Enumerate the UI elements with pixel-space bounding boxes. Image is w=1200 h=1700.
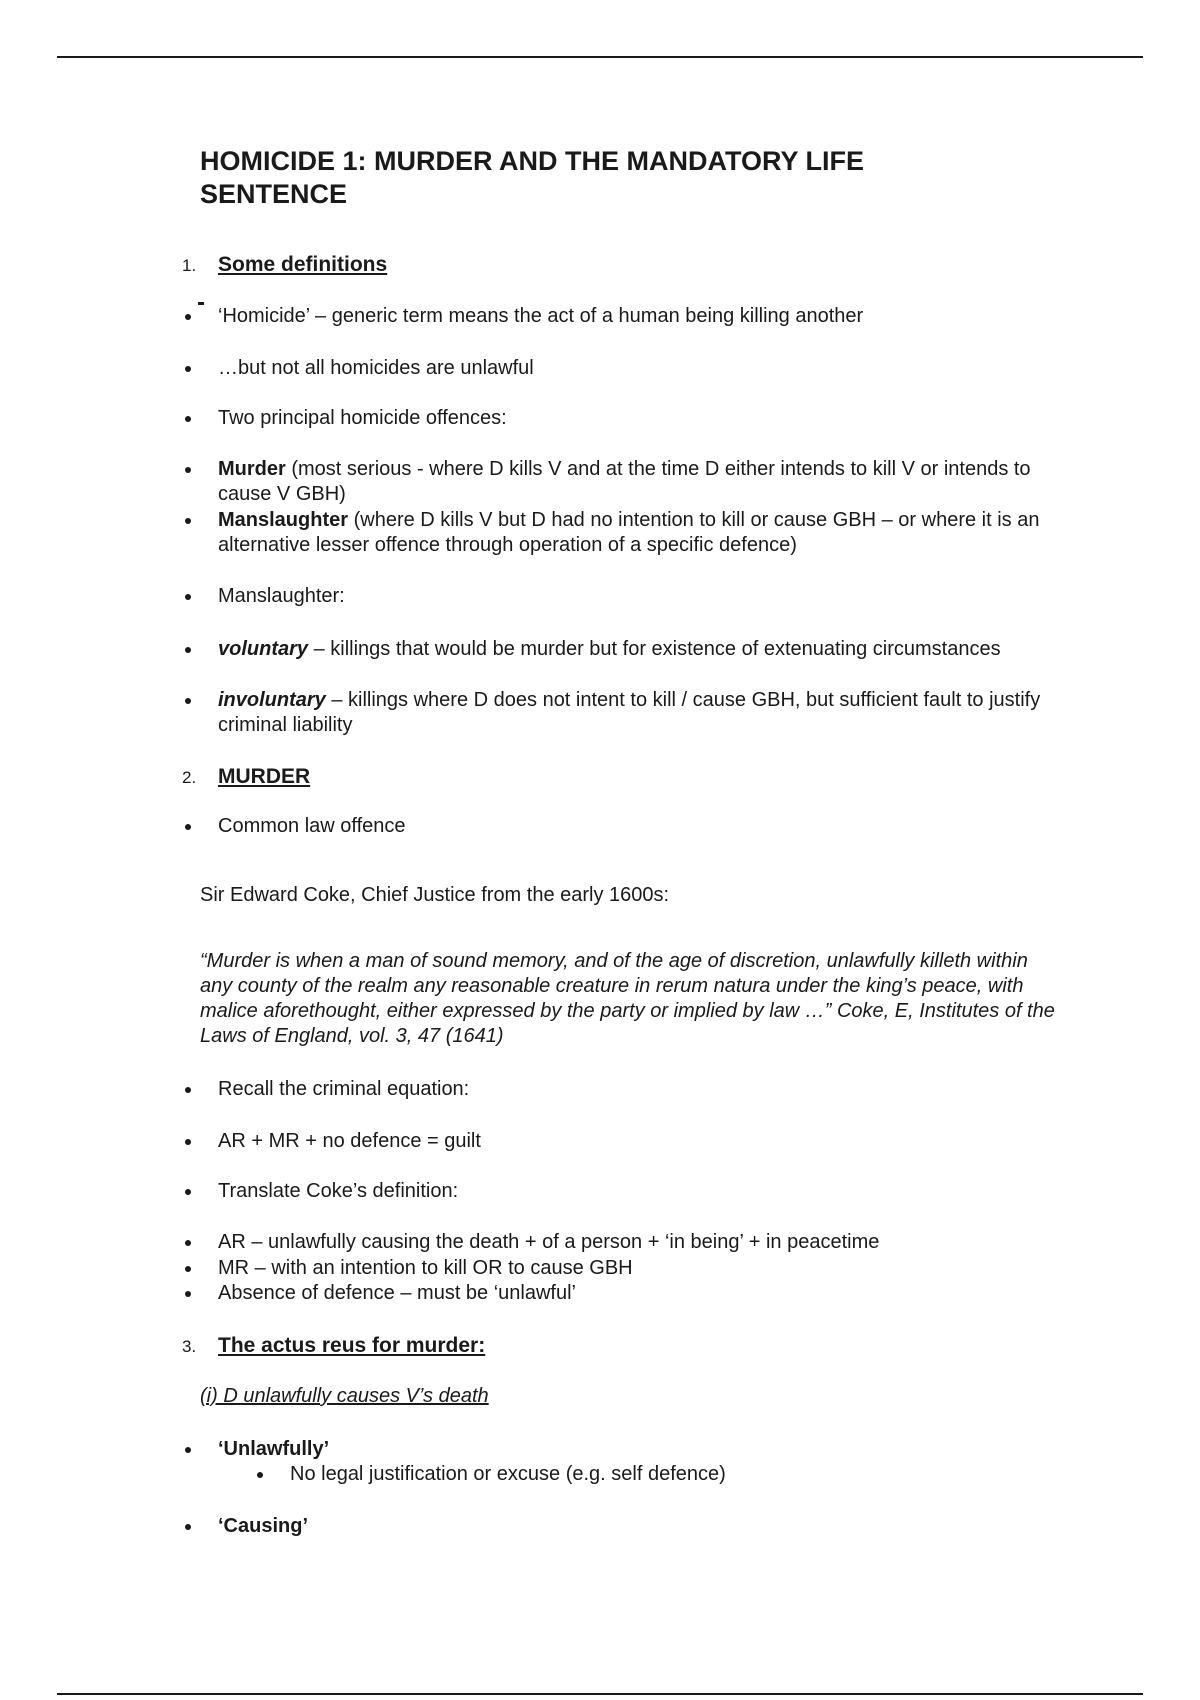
section-number: 3. (182, 1337, 197, 1356)
list-item (218, 457, 1068, 507)
bottom-rule (57, 1693, 1143, 1695)
section-label: MURDER (218, 765, 311, 788)
section-label: Some definitions (218, 253, 388, 276)
list-item: Manslaughter: (218, 584, 1068, 609)
list-item: ‘Unlawfully’ (218, 1437, 1068, 1462)
list-item: ‘Causing’ (218, 1514, 1068, 1539)
term-description: (most serious - where D kills V and at the time D either intends to kill V or intends to cause V GBH) (218, 458, 1031, 505)
list-item: Translate Coke’s definition: (218, 1179, 1068, 1204)
coke-intro: Sir Edward Coke, Chief Justice from the early 1600s: (200, 884, 670, 906)
section-number: 1. (182, 256, 197, 275)
list-item: …but not all homicides are unlawful (218, 356, 1068, 381)
dash-mark (198, 302, 204, 305)
coke-quote: “Murder is when a man of sound memory, and of the age of discretion, unlawfully killeth within any county of the realm any reasonable creature in rerum natura under the king’s peace, with malice aforethought, either expressed by the party or implied by law …” Coke, E, Institutes of the Laws of England, vol. 3, 47 (1641) (200, 950, 1055, 1047)
list-item (218, 508, 1068, 558)
list-item: Absence of defence – must be ‘unlawful’ (218, 1281, 1068, 1306)
list-item: Two principal homicide offences: (218, 406, 1068, 431)
subheading: (i) D unlawfully causes V’s death (200, 1385, 489, 1407)
list-item: MR – with an intention to kill OR to cause GBH (218, 1256, 1068, 1281)
term-voluntary: voluntary (218, 638, 309, 660)
term-description: – killings where D does not intent to kill / cause GBH, but sufficient fault to justify criminal liability (218, 689, 1041, 736)
list-item: ‘Homicide’ – generic term means the act of a human being killing another (218, 304, 1068, 329)
list-item: Recall the criminal equation: (218, 1077, 1068, 1102)
list-item (218, 637, 1068, 662)
list-item (218, 688, 1068, 738)
term-manslaughter: Manslaughter (218, 509, 349, 531)
list-item: AR – unlawfully causing the death + of a person + ‘in being’ + in peacetime (218, 1230, 1068, 1255)
list-item: AR + MR + no defence = guilt (218, 1129, 1068, 1154)
section-number: 2. (182, 768, 197, 787)
list-item: No legal justification or excuse (e.g. self defence) (290, 1462, 1140, 1487)
list-item: Common law offence (218, 814, 1068, 839)
section-label: The actus reus for murder: (218, 1334, 486, 1357)
term-description: (where D kills V but D had no intention to kill or cause GBH – or where it is an alternative lesser offence through operation of a specific defence) (218, 509, 1040, 556)
page-title: HOMICIDE 1: MURDER AND THE MANDATORY LIFE SENTENCE (200, 146, 865, 209)
term-murder: Murder (218, 458, 286, 480)
term-description: – killings that would be murder but for existence of extenuating circumstances (308, 638, 1001, 660)
term-involuntary: involuntary (218, 689, 326, 711)
